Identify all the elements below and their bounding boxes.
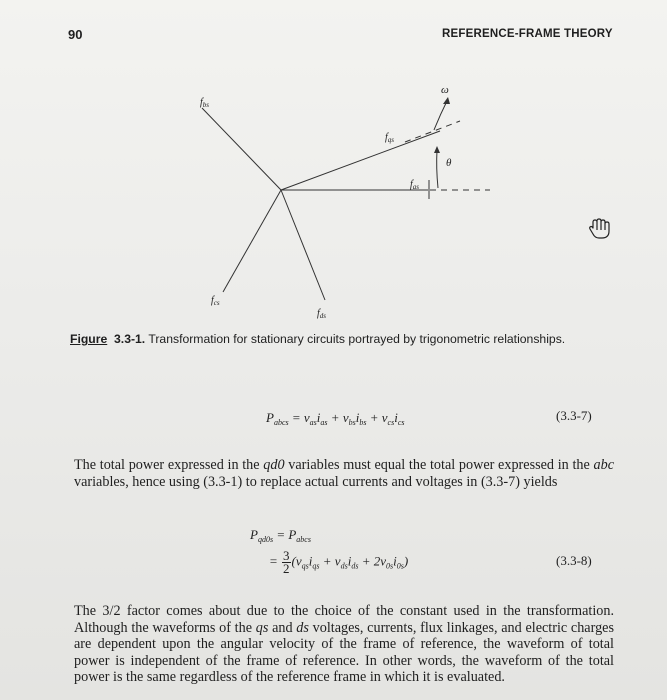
fas-label: $f_{as}$ [410, 179, 420, 191]
fds-axis-line [281, 190, 325, 300]
fcs-label: $f_{cs}$ [211, 295, 220, 307]
theta-label: θ [446, 157, 452, 169]
caption-figure-label: Figure [70, 332, 108, 346]
figure-3-3-1 [0, 0, 667, 330]
omega-rotation-arrow [434, 101, 447, 130]
equation-number-3-3-8: (3.3-8) [556, 553, 592, 568]
equation-number-3-3-7: (3.3-7) [556, 408, 592, 423]
equation-3-3-7: $P_{abcs} = v_{as}i_{as} + v_{bs}i_{bs} + v_{cs}i_{cs}$ [266, 410, 405, 427]
fbs-axis-line [202, 108, 281, 190]
theta-arrowhead [434, 146, 440, 153]
equation-3-3-8-line2: = $\frac{3}{2}$ $(v_{qs}i_{qs} + v_{ds}i_{ds} + 2v_{0s}i_{0s})$ [269, 548, 409, 576]
paragraph-power-equivalence: The total power expressed in the qd0 variables must equal the total power expressed in the abc variables, hence using (3.3-1) to replace actual currents and voltages in (3.3-7) yields [74, 457, 614, 490]
equation-3-3-8-line1: $P_{qd0s} = P_{abcs}$ [250, 527, 311, 544]
caption-figure-number: 3.3-1. [114, 332, 146, 346]
fbs-label: $f_{bs}$ [200, 97, 210, 109]
running-head: REFERENCE-FRAME THEORY [442, 28, 613, 40]
fcs-axis-line [223, 190, 281, 292]
figure-caption [70, 330, 615, 348]
theta-angle-arc [437, 150, 438, 188]
page-number: 90 [68, 27, 83, 42]
omega-arrowhead [443, 97, 450, 104]
three-halves-fraction: $\frac{3}{2}$ [283, 548, 290, 576]
fqs-axis-line [281, 131, 440, 190]
qs-dashed-extension [405, 121, 460, 142]
fds-label: $f_{ds}$ [317, 308, 327, 320]
fqs-label: $f_{qs}$ [385, 132, 395, 144]
hand-pointer-icon [590, 219, 609, 238]
caption-text: Transformation for stationary circuits portrayed by trigonometric relationships. [148, 332, 566, 346]
paragraph-three-halves-factor: The 3/2 factor comes about due to the choice of the constant used in the transformation. Although the waveforms of the qs and ds voltages, currents, flux linkages, and electric charges are dependent upon the angular velocity of the frame of reference, the waveform of total power is independent of the frame of reference. In other words, the waveform of the total power is the same regardless of the reference frame in which it is evaluated. [74, 603, 614, 685]
omega-label: ω [441, 84, 449, 96]
